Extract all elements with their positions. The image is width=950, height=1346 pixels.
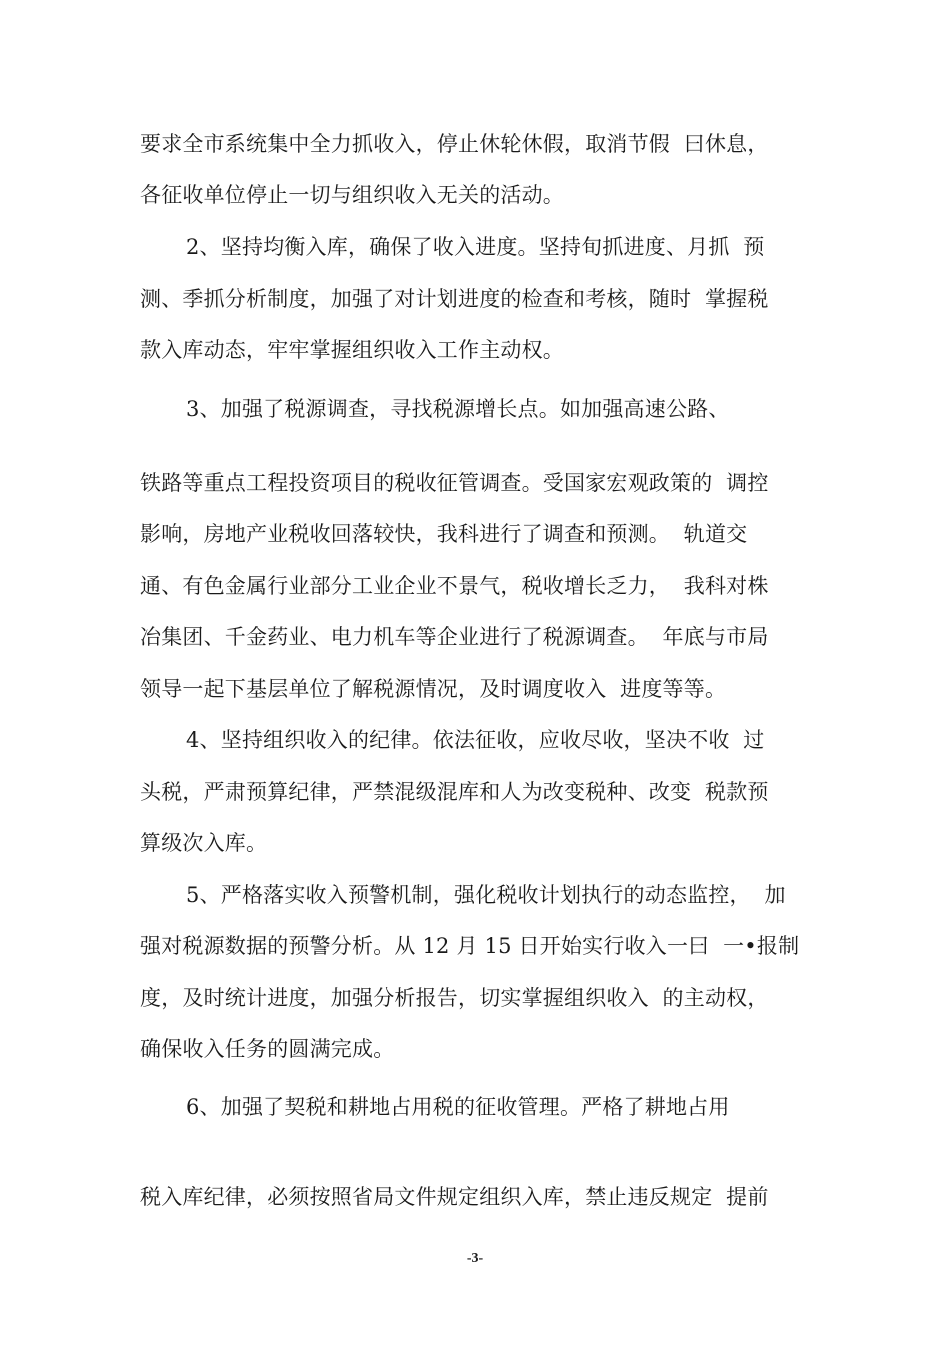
text-line: 测、季抓分析制度，加强了对计划进度的检查和考核，随时 掌握税 [140,287,769,311]
text-line: 强对税源数据的预警分析。从 12 月 15 日开始实行收入一曰 一•报制 [140,934,800,958]
text-line: 5、严格落实收入预警机制，强化税收计划执行的动态监控， 加 [186,883,786,907]
text-line: 要求全市系统集中全力抓收入，停止休轮休假，取消节假 曰休息， [140,132,769,156]
text-line: 领导一起下基层单位了解税源情况，及时调度收入 进度等等。 [140,677,727,701]
text-line: 度，及时统计进度，加强分析报告，切实掌握组织收入 的主动权， [140,986,769,1010]
text-line: 4、坚持组织收入的纪律。依法征收，应收尽收，坚决不收 过 [186,728,765,752]
page-number: -3- [466,1251,484,1266]
text-line: 头税，严肃预算纪律，严禁混级混库和人为改变税种、改变 税款预 [140,780,769,804]
text-line: 算级次入库。 [140,831,268,855]
text-line: 3、加强了税源调查，寻找税源增长点。如加强高速公路、 [186,397,730,421]
text-line: 2、坚持均衡入库，确保了收入进度。坚持旬抓进度、月抓 预 [186,235,765,259]
text-line: 确保收入任务的圆满完成。 [140,1037,395,1061]
text-line: 铁路等重点工程投资项目的税收征管调查。受国家宏观政策的 调控 [140,471,769,495]
text-line: 通、有色金属行业部分工业企业不景气，税收增长乏力， 我科对株 [140,574,769,598]
text-line: 冶集团、千金药业、电力机车等企业进行了税源调查。 年底与市局 [140,625,769,649]
text-line: 各征收单位停止一切与组织收入无关的活动。 [140,183,564,207]
text-line: 影响，房地产业税收回落较快，我科进行了调查和预测。 轨道交 [140,522,748,546]
text-line: 税入库纪律，必须按照省局文件规定组织入库，禁止违反规定 提前 [140,1185,769,1209]
text-line: 6、加强了契税和耕地占用税的征收管理。严格了耕地占用 [186,1095,730,1119]
text-line: 款入库动态，牢牢掌握组织收入工作主动权。 [140,338,564,362]
